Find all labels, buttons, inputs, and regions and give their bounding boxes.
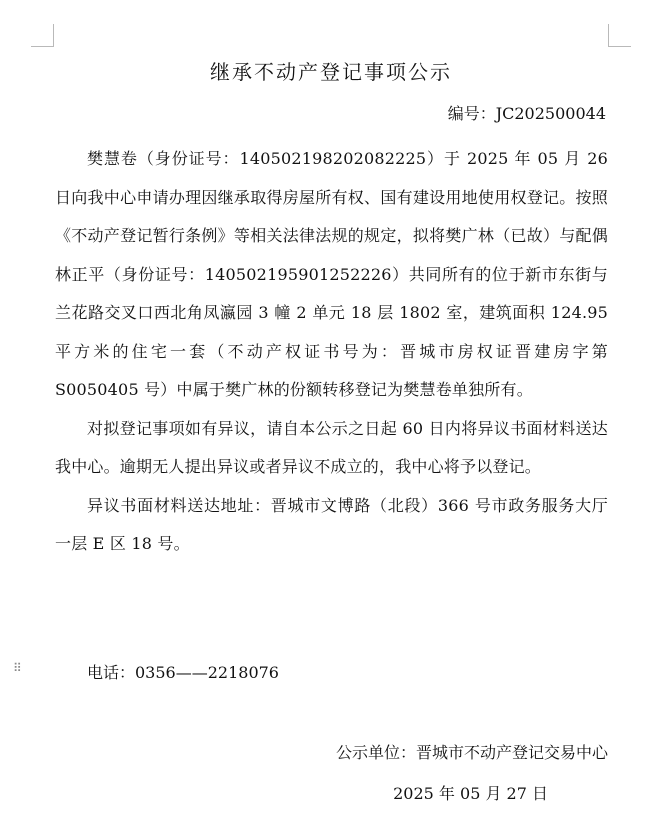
document-title: 继承不动产登记事项公示 xyxy=(210,60,452,84)
drag-handle-icon[interactable]: ⠿ xyxy=(13,661,22,675)
paragraph-objection: 对拟登记事项如有异议，请自本公示之日起 60 日内将异议书面材料送达我中心。逾期无人提出异议或者异议不成立的，我中心将予以登记。 xyxy=(55,418,608,476)
crop-mark-top-left xyxy=(31,24,54,47)
crop-mark-top-right xyxy=(608,24,631,47)
paragraph-main: 樊慧卷（身份证号：140502198202082225）于 2025 年 05 月 26 日向我中心申请办理因继承取得房屋所有权、国有建设用地使用权登记。按照《不动产登记暂行条例》等相关法律法规的规定，拟将樊广林（已故）与配偶林正平（身份证号：140502195901252226）共同所有的位于新市东街与兰花路交叉口西北角凤瀛园 3 幢 2 单元 18 层 1802 室，建筑面积 124.95 平方米的住宅一套（不动产权证书号为：晋城市房权证晋建房字第 S0050405 号）中属于樊广林的份额转移登记为樊慧卷单独所有。 xyxy=(55,149,608,399)
paragraph-address: 异议书面材料送达地址：晋城市文博路（北段）366 号市政务服务大厅一层 E 区 18 号。 xyxy=(55,495,608,553)
issuing-unit: 公示单位：晋城市不动产登记交易中心 xyxy=(335,743,608,762)
document-number: 编号：JC202500044 xyxy=(447,104,606,123)
document-body xyxy=(55,140,608,564)
contact-phone: 电话：0356——2218076 xyxy=(87,663,279,682)
issue-date: 2025 年 05 月 27 日 xyxy=(393,784,548,803)
